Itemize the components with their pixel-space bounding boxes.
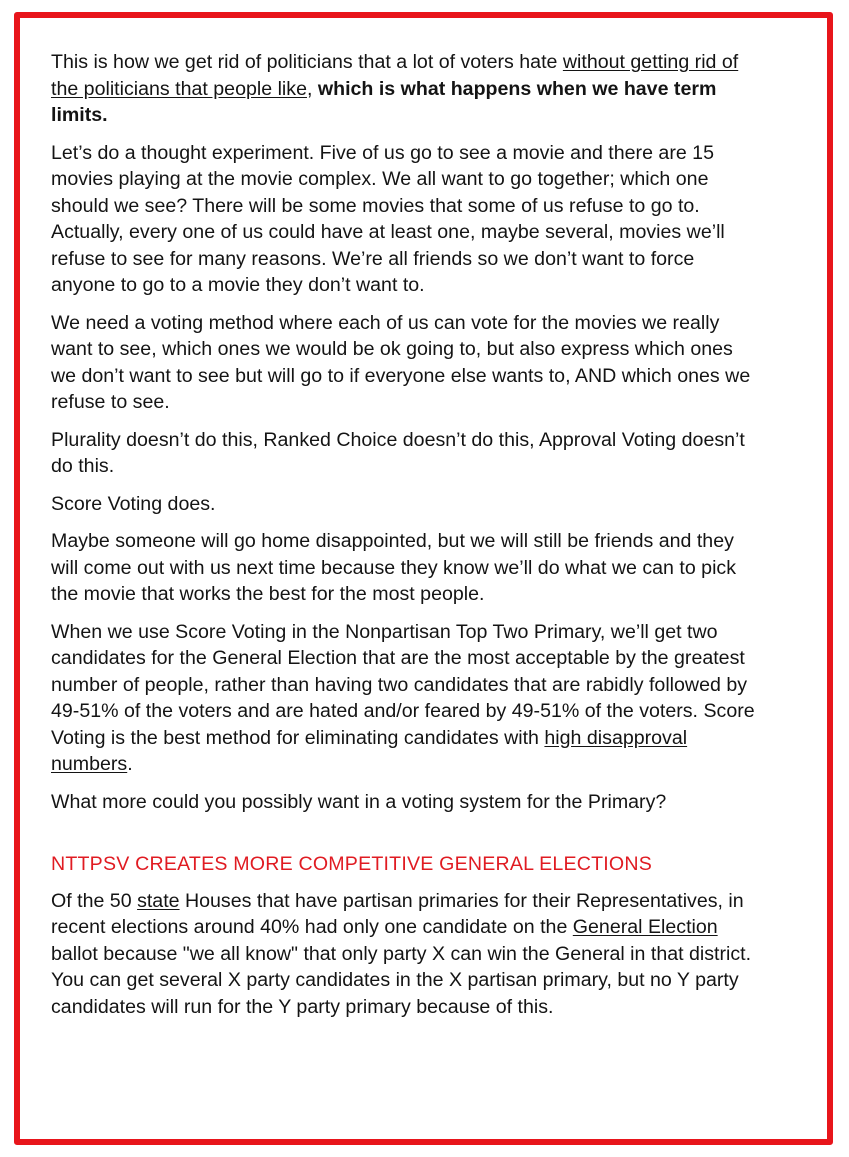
paragraph-text: Of the 50 [51, 889, 138, 912]
underlined-phrase: state [137, 889, 180, 912]
paragraph-text: , [306, 77, 313, 100]
underlined-phrase: General Election [572, 916, 718, 938]
paragraph-voting-method-need: We need a voting method where each of us can vote for the movies we really want to see, which ones we would be ok going to, but also express which ones we don’t want to see but will go to if everyone else wants to, AND which ones we refuse to see. [51, 311, 751, 413]
paragraph-text: When we use Score Voting in the Nonpartisan Top Two Primary, we’ll get two candidates for the General Election that are the most acceptable by the greatest number of people, rather than having two candidates that are rabidly followed by 49-51% of the voters and are hated and/or feared by 49-51% of the voters. Score Voting is the best method for eliminating candidates with [51, 620, 755, 749]
paragraph-state-houses [51, 888, 763, 1021]
underlined-phrase: high disapproval numbers [51, 726, 688, 775]
paragraph-text: ballot because "we all know" that only party X can win the General in that district. You can get several X party candidates in the X partisan primary, but no Y party candidates will run for the Y party primary because of this. [51, 942, 752, 1018]
paragraph-other-methods: Plurality doesn’t do this, Ranked Choice doesn’t do this, Approval Voting doesn’t do this. [51, 428, 745, 477]
paragraph-text: Houses that have partisan primaries for their Representatives, in recent elections around 40% had only one candidate on the [51, 889, 744, 938]
paragraph-thought-experiment: Let’s do a thought experiment. Five of us go to see a movie and there are 15 movies playing at the movie complex. We all want to go together; which one should we see? There will be some movies that some of us refuse to go to. Actually, every one of us could have at least one, maybe several, movies we’ll refuse to see for many reasons. We’re all friends so we don’t want to force anyone to go to a movie they don’t want to. [51, 141, 725, 296]
document-body [51, 49, 763, 1031]
paragraph-text: This is how we get rid of politicians that a lot of voters hate [51, 51, 563, 73]
underlined-phrase: without getting rid of the politicians that people like [51, 51, 739, 100]
section-heading: NTTPSV CREATES MORE COMPETITIVE GENERAL ELECTIONS [51, 853, 652, 875]
paragraph-score-voting-does: Score Voting does. [51, 492, 216, 515]
bold-phrase: which is what happens when we have term limits. [51, 77, 717, 126]
paragraph-term-limits [51, 49, 763, 129]
paragraph-nonpartisan-primary [51, 619, 763, 778]
paragraph-text: . [127, 753, 133, 775]
paragraph-disappointed: Maybe someone will go home disappointed, but we will still be friends and they will come out with us next time because they know we’ll do what we can to pick the movie that works the best for the most people. [51, 530, 737, 605]
paragraph-what-more: What more could you possibly want in a voting system for the Primary? [51, 790, 667, 813]
